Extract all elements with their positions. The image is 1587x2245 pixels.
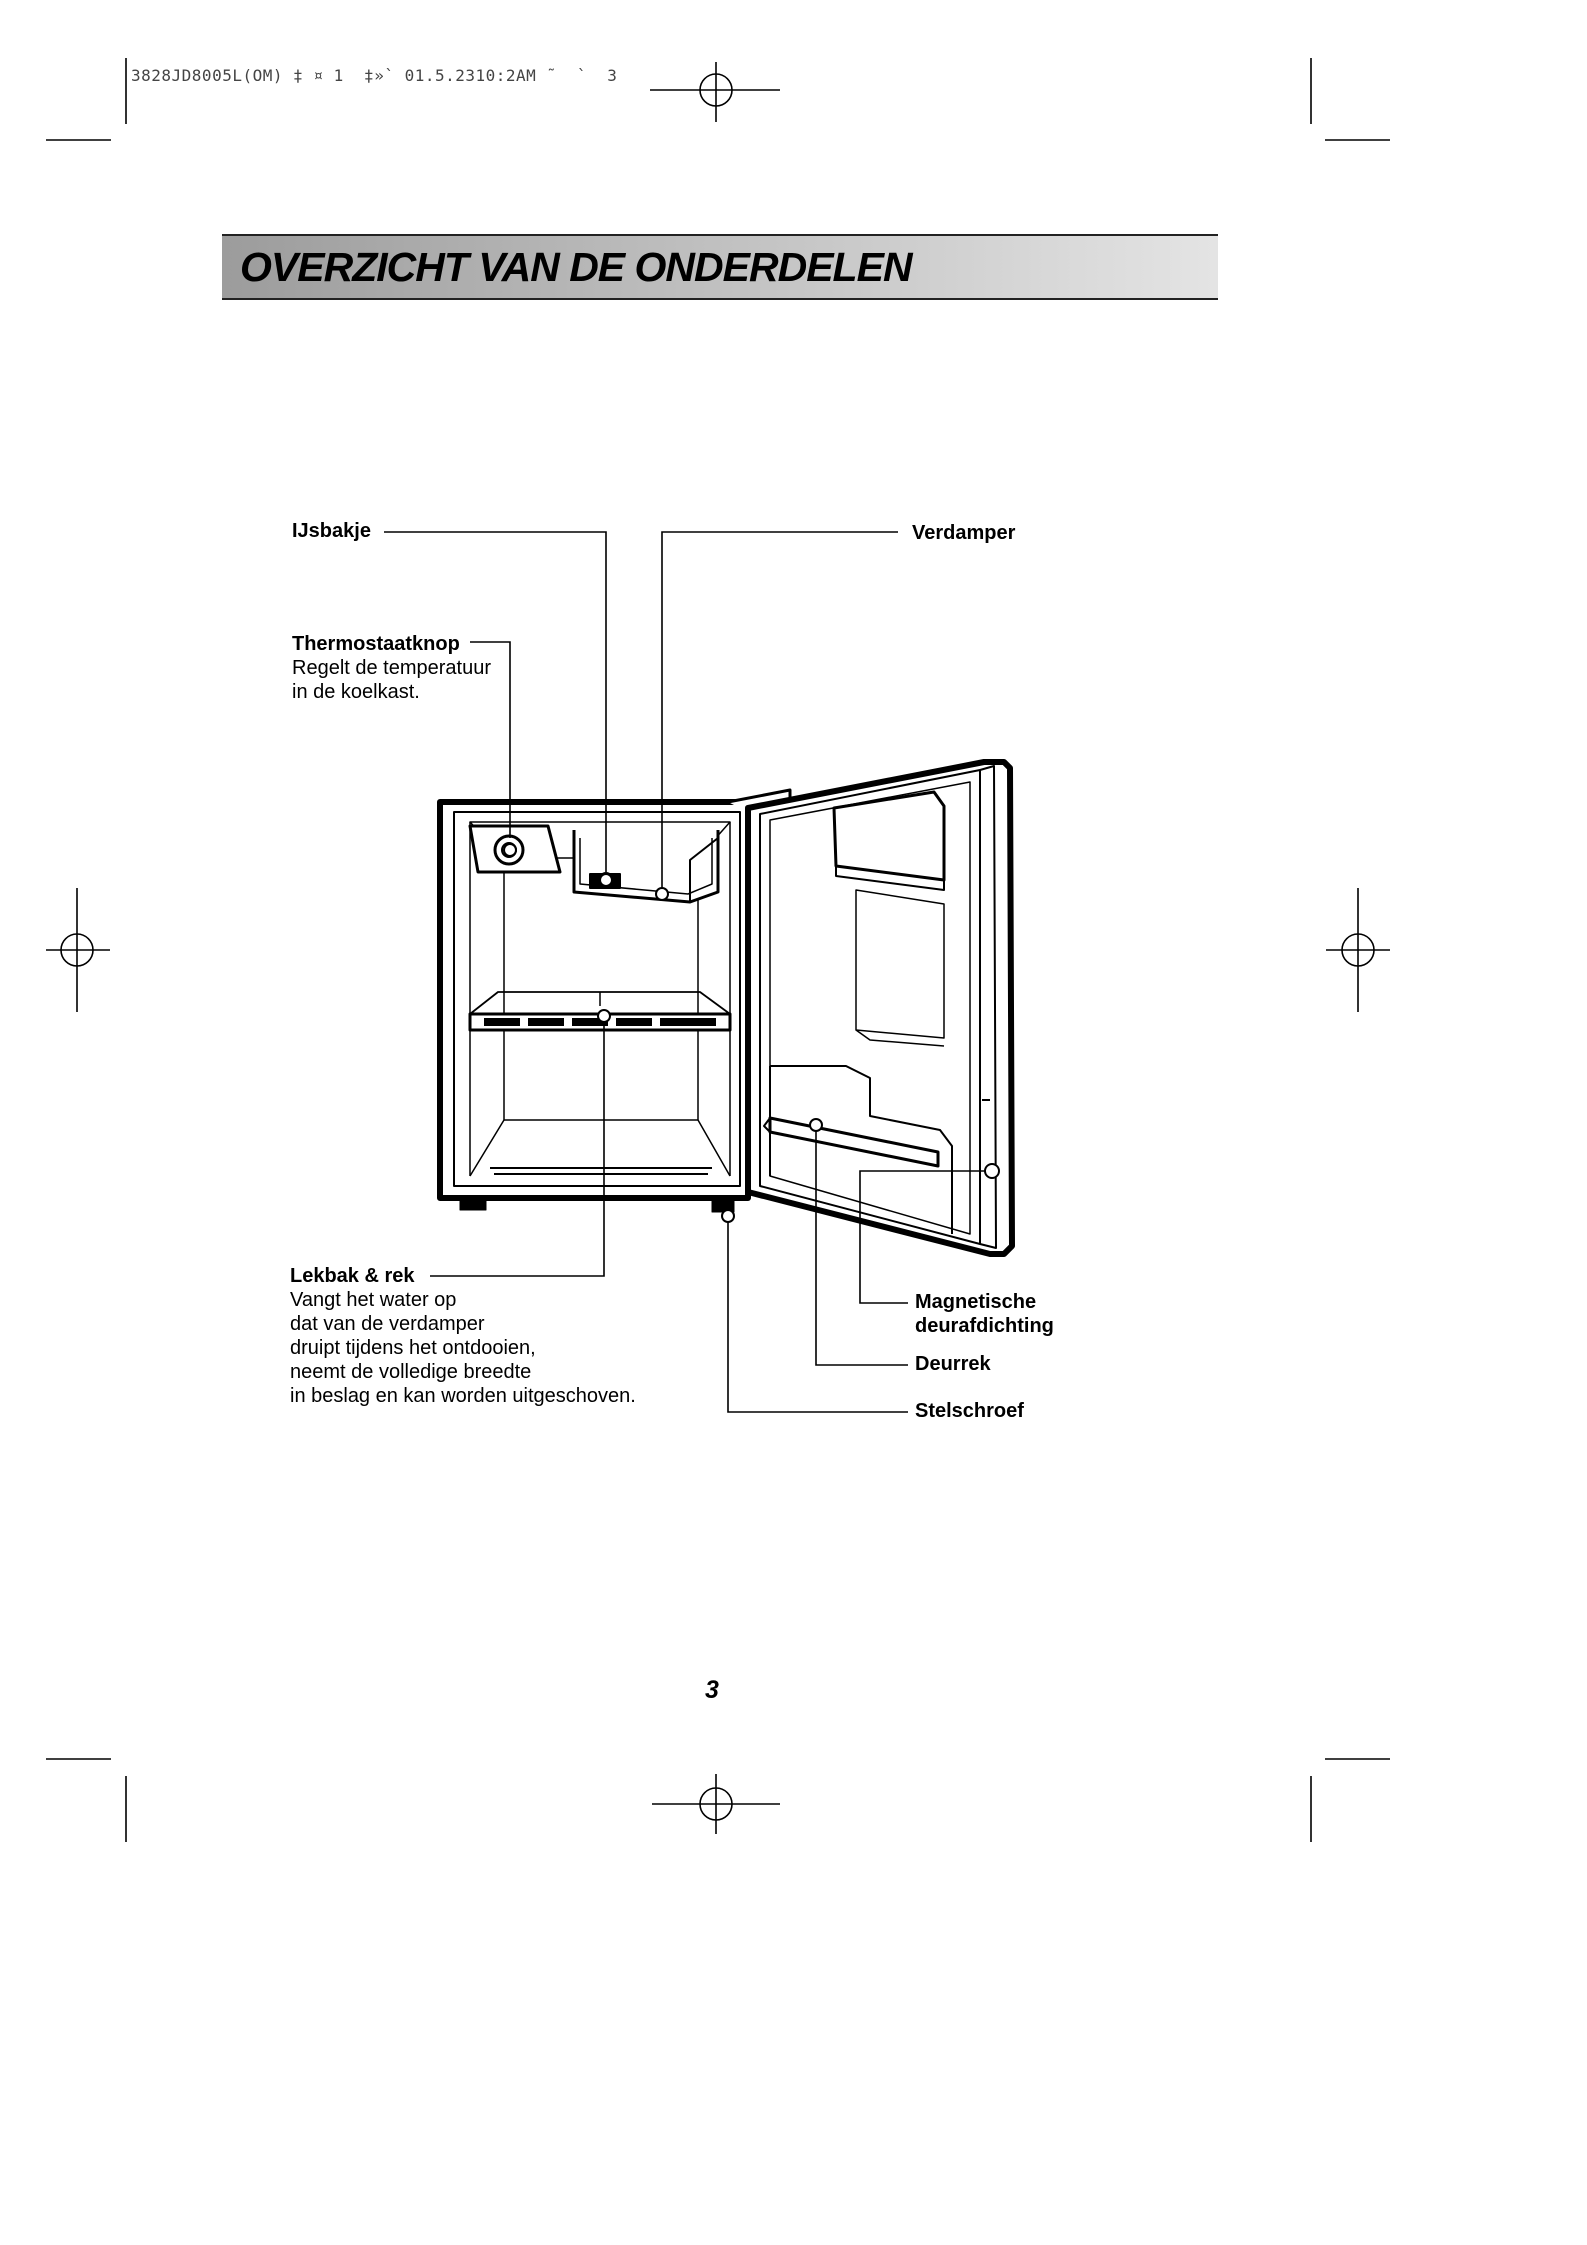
label-thermostat-desc-2: in de koelkast. bbox=[292, 681, 420, 703]
label-drip-desc-5: in beslag en kan worden uitgeschoven. bbox=[290, 1385, 636, 1407]
label-gasket-2: deurafdichting bbox=[915, 1315, 1054, 1337]
page-number: 3 bbox=[705, 1676, 719, 1704]
label-drip-desc-4: neemt de volledige breedte bbox=[290, 1361, 532, 1383]
registration-mark-top bbox=[700, 62, 732, 122]
label-level-screw: Stelschroef bbox=[915, 1400, 1024, 1422]
registration-mark-bottom bbox=[652, 1774, 780, 1834]
page-title: OVERZICHT VAN DE ONDERDELEN bbox=[240, 244, 912, 290]
label-drip-desc-1: Vangt het water op bbox=[290, 1289, 457, 1311]
title-bar bbox=[222, 234, 1218, 300]
label-thermostat-desc-1: Regelt de temperatuur bbox=[292, 657, 492, 679]
label-drip-desc-3: druipt tijdens het ontdooien, bbox=[290, 1337, 536, 1359]
registration-mark-right bbox=[1326, 888, 1390, 1012]
label-thermostat-title: Thermostaatknop bbox=[292, 633, 460, 655]
print-header: 3828JD8005L(OM) ‡ ¤ 1 ‡»` 01.5.2310:2AM ˜ ` 3 bbox=[131, 66, 618, 85]
label-drip-tray-title: Lekbak & rek bbox=[290, 1265, 415, 1287]
refrigerator-drawing bbox=[440, 762, 1012, 1254]
label-evaporator: Verdamper bbox=[912, 522, 1016, 544]
label-drip-desc-2: dat van de verdamper bbox=[290, 1313, 485, 1335]
label-gasket-1: Magnetische bbox=[915, 1291, 1037, 1313]
label-door-rack: Deurrek bbox=[915, 1353, 991, 1375]
label-ice-tray: IJsbakje bbox=[292, 520, 371, 542]
registration-mark-left bbox=[46, 888, 110, 1012]
